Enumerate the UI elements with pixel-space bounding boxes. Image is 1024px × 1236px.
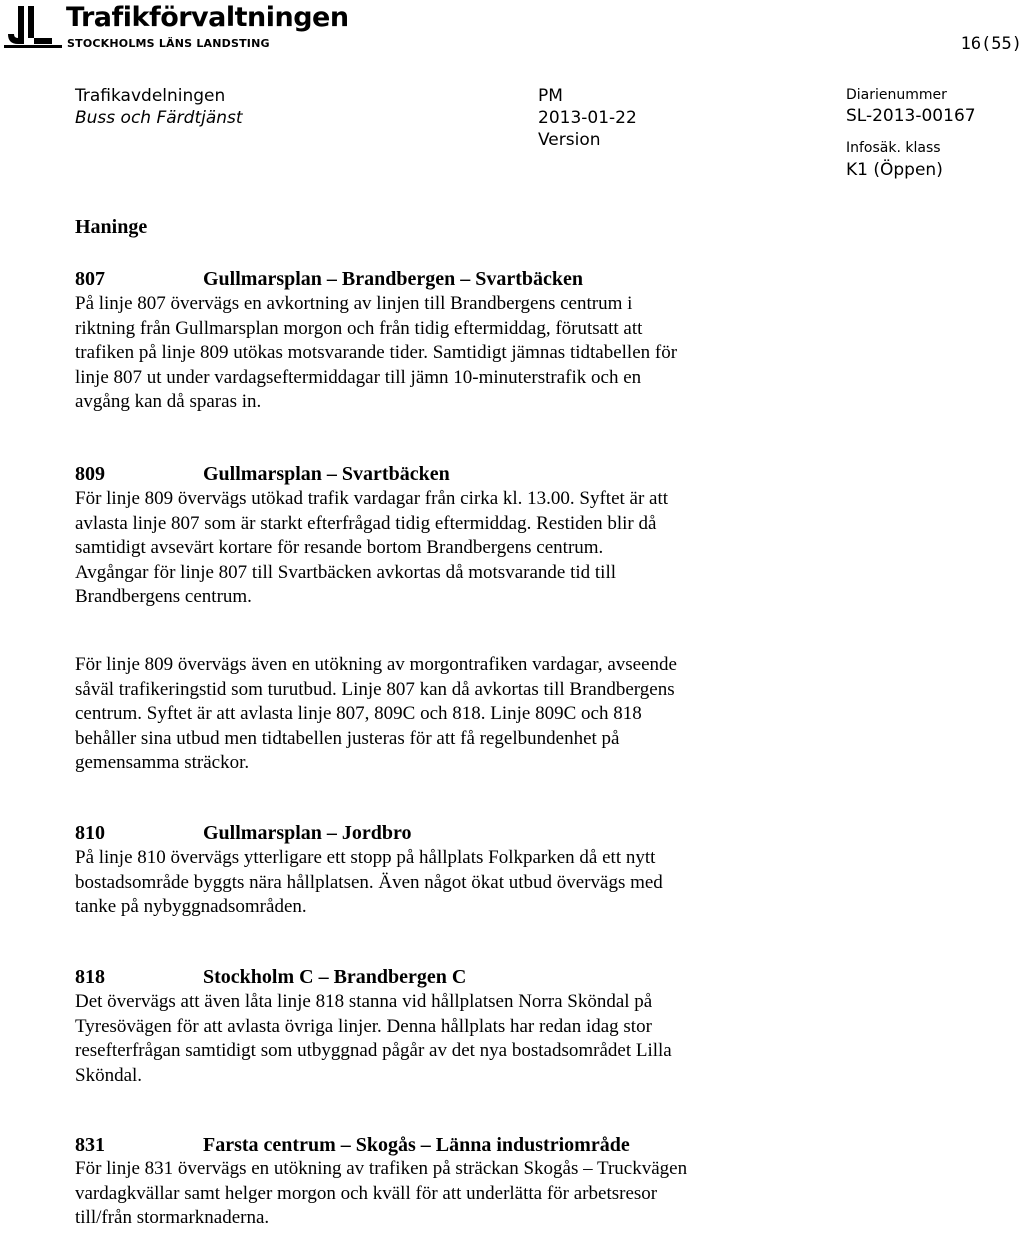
unit: Buss och Färdtjänst — [75, 108, 243, 128]
text-line: avlasta linje 807 som är starkt efterfrågad tidig eftermiddag. Restiden blir då — [75, 512, 657, 534]
line-number-810: 810 — [75, 822, 105, 844]
text-line: Avgångar för linje 807 till Svartbäcken avkortas då motsvarande tid till — [75, 561, 616, 583]
text-line: Det övervägs att även låta linje 818 stanna vid hållplatsen Norra Sköndal på — [75, 991, 653, 1012]
text-line: På linje 807 övervägs en avkortning av linjen till Brandbergens centrum i — [75, 293, 633, 314]
line-number-818: 818 — [75, 966, 105, 988]
line-number-831: 831 — [75, 1134, 105, 1156]
department: Trafikavdelningen — [75, 86, 226, 106]
line-route-807: Gullmarsplan – Brandbergen – Svartbäcken — [203, 268, 584, 290]
line-number-807: 807 — [75, 268, 105, 290]
text-line: På linje 810 övervägs ytterligare ett stopp på hållplats Folkparken då ett nytt — [75, 847, 656, 868]
text-line: tanke på nybyggnadsområden. — [75, 896, 307, 917]
line-818-paragraph — [75, 990, 875, 1088]
text-line: till/från stormarknaderna. — [75, 1207, 270, 1228]
text-line: gemensamma sträckor. — [75, 752, 250, 773]
line-number-809: 809 — [75, 463, 105, 485]
line-route-810: Gullmarsplan – Jordbro — [203, 822, 412, 844]
text-line: vardagkvällar samt helger morgon och kväll för att underlätta för arbetsresor — [75, 1182, 658, 1204]
text-line: avgång kan då sparas in. — [75, 391, 262, 412]
sll-logo-icon — [4, 4, 62, 48]
line-route-809: Gullmarsplan – Svartbäcken — [203, 463, 450, 485]
line-810-paragraph — [75, 846, 875, 920]
text-line: bostadsområde byggts nära hållplatsen. Även något ökat utbud övervägs med — [75, 871, 663, 893]
text-line: riktning från Gullmarsplan morgon och från tidig eftermiddag, förutsatt att — [75, 317, 643, 339]
text-line: Sköndal. — [75, 1064, 143, 1086]
line-route-818: Stockholm C – Brandbergen C — [203, 966, 467, 988]
text-line: linje 807 ut under vardagseftermiddagar till jämn 10-minuterstrafik och en — [75, 366, 642, 388]
text-line: För linje 831 övervägs en utökning av trafiken på sträckan Skogås – Truckvägen — [75, 1158, 688, 1179]
text-line: Tyresövägen för att avlasta övriga linjer. Denna hållplats har redan idag stor — [75, 1015, 652, 1037]
line-831-paragraph — [75, 1157, 875, 1231]
diary-number: SL-2013-00167 — [846, 106, 976, 126]
line-809-paragraph-2 — [75, 653, 875, 776]
text-line: behåller sina utbud men tidtabellen justeras för att få regelbundenhet på — [75, 727, 620, 749]
line-807-paragraph — [75, 292, 875, 415]
section-title: Haninge — [75, 216, 148, 238]
doc-type: PM — [538, 86, 563, 106]
text-line: trafiken på linje 809 utökas motsvarande tider. Samtidigt jämnas tidtabellen för — [75, 342, 678, 363]
page-number: 16(55) — [960, 34, 1022, 54]
text-line: såväl trafikeringstid som turutbud. Linje 807 kan då avkortas till Brandbergens — [75, 678, 675, 700]
text-line: För linje 809 övervägs även en utökning av morgontrafiken vardagar, avseende — [75, 654, 677, 675]
line-809-paragraph-1 — [75, 487, 875, 610]
text-line: resefterfrågan samtidigt som utbyggnad pågår av det nya bostadsområdet Lilla — [75, 1040, 672, 1061]
security-label: Infosäk. klass — [846, 140, 941, 156]
text-line: centrum. Syftet är att avlasta linje 807, 809C och 818. Linje 809C och 818 — [75, 703, 642, 724]
diary-label: Diarienummer — [846, 87, 947, 103]
line-route-831: Farsta centrum – Skogås – Länna industriområde — [203, 1134, 630, 1156]
text-line: För linje 809 övervägs utökad trafik vardagar från cirka kl. 13.00. Syftet är att — [75, 488, 669, 509]
text-line: Brandbergens centrum. — [75, 586, 252, 607]
org-subtitle: STOCKHOLMS LÄNS LANDSTING — [67, 37, 270, 50]
org-name: Trafikförvaltningen — [66, 2, 349, 33]
security-class: K1 (Öppen) — [846, 160, 943, 180]
doc-date: 2013-01-22 — [538, 108, 637, 128]
text-line: samtidigt avsevärt kortare för resande bortom Brandbergens centrum. — [75, 537, 604, 558]
version-label: Version — [538, 130, 601, 150]
